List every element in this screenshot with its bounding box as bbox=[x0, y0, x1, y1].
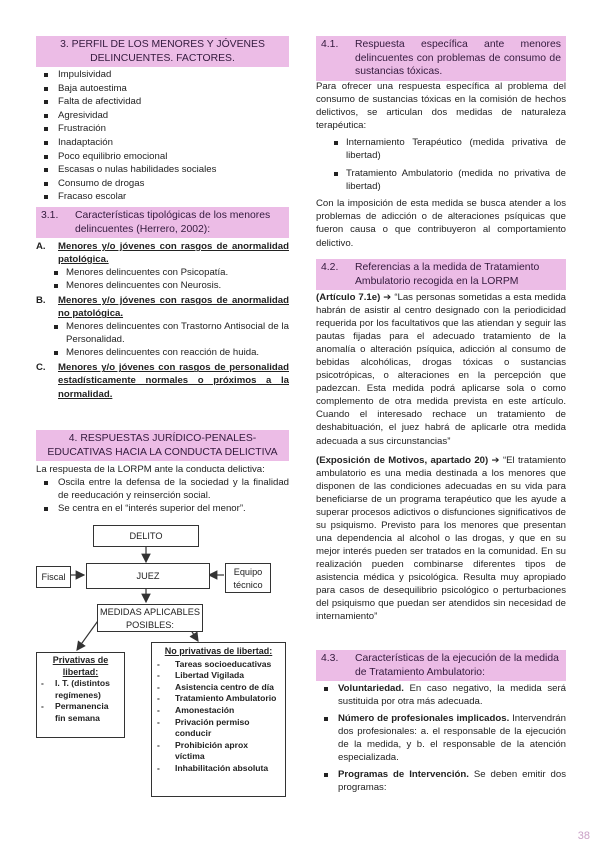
section-number: 4.3. bbox=[321, 653, 339, 664]
section-title: Referencias a la medida de Tratamiento Ambulatorio recogida en la LORPM bbox=[355, 262, 540, 287]
section-4-1-heading bbox=[316, 36, 566, 81]
delito-box: DELITO bbox=[93, 525, 199, 547]
list-item: Menores delincuentes con reacción de huida. bbox=[36, 346, 289, 359]
list-item: Escasas o nulas habilidades sociales bbox=[36, 163, 289, 177]
list-item: Oscila entre la defensa de la sociedad y la finalidad de reeducación y reinserción social. bbox=[36, 476, 289, 502]
list-item: Frustración bbox=[36, 122, 289, 136]
list-item: Se centra en el “interés superior del menor”. bbox=[36, 502, 289, 515]
list-item: Internamiento Terapéutico (medida privativa de libertad) bbox=[316, 136, 566, 162]
arrow-icon: ➔ bbox=[383, 292, 392, 303]
paragraph: Para ofrecer una respuesta específica al problema del consumo de sustancias tóxicas en la comisión de hechos delictivos, se articulan dos medidas de naturaleza terapéutica: bbox=[316, 81, 566, 132]
list-item: - Inhabilitación absoluta bbox=[157, 762, 269, 773]
list-item: - Libertad Vigilada bbox=[157, 670, 245, 681]
list-item: Tratamiento Ambulatorio (medida no privativa de libertad) bbox=[316, 167, 566, 193]
section-4-heading: 4. RESPUESTAS JURÍDICO-PENALES-EDUCATIVAS HACIA LA CONDUCTA DELICTIVA bbox=[36, 430, 289, 461]
medidas-box: MEDIDAS APLICABLES POSIBLES: bbox=[97, 604, 203, 632]
fiscal-box: Fiscal bbox=[36, 566, 71, 588]
section-number: 4.2. bbox=[321, 262, 339, 273]
section-number: 4.1. bbox=[321, 39, 339, 50]
list-item: Programas de Intervención. Se deben emitir dos programas: bbox=[316, 768, 566, 794]
list-item: Agresividad bbox=[36, 109, 289, 123]
list-item: Voluntariedad. En caso negativo, la medida será sustituida por otra más adecuada. bbox=[316, 682, 566, 708]
section-title: Características de la ejecución de la medida de Tratamiento Ambulatorio: bbox=[355, 653, 559, 678]
list-item: Falta de afectividad bbox=[36, 95, 289, 109]
no-privativas-box bbox=[151, 642, 286, 797]
list-item: - Tareas socioeducativas bbox=[157, 658, 272, 669]
list-item: Consumo de drogas bbox=[36, 177, 289, 191]
list-item: Fracaso escolar bbox=[36, 190, 289, 204]
arrow-icon: ➔ bbox=[491, 454, 500, 466]
equipo-tecnico-box: Equipo técnico bbox=[225, 563, 271, 593]
list-item: - Privación permiso conducir bbox=[157, 716, 250, 739]
list-item: Inadaptación bbox=[36, 136, 289, 150]
section-4-1-list bbox=[316, 136, 566, 193]
list-item: - Prohibición aprox víctima bbox=[157, 739, 249, 762]
no-privativas-title: No privativas de libertad: bbox=[164, 646, 273, 656]
exposicion-label: (Exposición de Motivos, apartado 20) bbox=[316, 454, 489, 466]
page-number: 38 bbox=[577, 830, 590, 843]
section-4-2-heading bbox=[316, 259, 566, 290]
section-3-heading: 3. PERFIL DE LOS MENORES Y JÓVENES DELINCUENTES. FACTORES. bbox=[36, 36, 289, 67]
type-c: C. Menores y/o jóvenes con rasgos de personalidad estadísticamente normales o próximos a la normalidad. bbox=[36, 362, 289, 400]
list-item: - Tratamiento Ambulatorio bbox=[157, 693, 277, 704]
section-title: Respuesta específica ante menores delincuentes con problemas de consumo de sustancias tóxicas. bbox=[355, 39, 561, 78]
section-title: Características tipológicas de los menores delincuentes (Herrero, 2002): bbox=[75, 210, 271, 235]
section-4-2-body bbox=[316, 291, 566, 623]
privativas-box bbox=[36, 652, 125, 738]
list-item: - I. T. (distintos regímenes) bbox=[41, 678, 110, 700]
juez-box: JUEZ bbox=[86, 563, 210, 589]
list-item: Poco equilibrio emocional bbox=[36, 150, 289, 164]
type-a: A. Menores y/o jóvenes con rasgos de anormalidad patológica. bbox=[36, 241, 289, 266]
list-item: - Asistencia centro de día bbox=[157, 681, 274, 692]
list-item: Impulsividad bbox=[36, 68, 289, 82]
section-4-1-body bbox=[316, 80, 566, 250]
list-item: Baja autoestima bbox=[36, 82, 289, 96]
paragraph: Con la imposición de esta medida se busca atender a los problemas de adicción o de alteraciones psíquicas que fueron causa o que contribuyeron al comportamiento delictivo. bbox=[316, 198, 566, 249]
list-item: Menores delincuentes con Neurosis. bbox=[36, 279, 289, 292]
list-item: - Permanencia fin semana bbox=[41, 701, 109, 723]
list-item: Menores delincuentes con Psicopatía. bbox=[36, 266, 289, 279]
exposicion-quote: (Exposición de Motivos, apartado 20) ➔ “El tratamiento ambulatorio es una media destinada a los menores que disponen de las condiciones adecuadas en su vida para beneficiarse de un programa terapéutico que les ayude a superar procesos adictivos o disfunciones significativos de su psiquismo. Previsto para los menores que presentan una dependencia al alcohol o las drogas, y que en su mejor interés pueden ser tratados en la comunidad. En su realización pueden combinarse diferentes tipos de asistencia médica y psicológica. Resulta muy apropiado para casos de desequilibrio psicológico o perturbaciones del psiquismo que puedan ser atendidos sin necesidad de internamiento” bbox=[316, 454, 566, 623]
article-quote: (Artículo 7.1e) ➔ “Las personas sometidas a esta medida habrán de asistir al centro designado con la periodicidad requerida por los facultativos que las atiendan y seguir las pautas fijadas para el adecuado tratamiento de la anomalía o alteración psíquica, adicción al consumo de bebidas alcohólicas, drogas tóxicas o sustancias psicotrópicas, o alteraciones en la percepción que padezcan. Esta medida podrá aplicarse sola o como complemento de otra medida prevista en este artículo. Cuando el interesado rechace un tratamiento de deshabituación, el juez habrá de aplicarle otra medida adecuada a sus circunstancias” bbox=[316, 292, 566, 447]
list-item: Menores delincuentes con Trastorno Antisocial de la Personalidad. bbox=[36, 320, 289, 346]
section-4-intro: La respuesta de la LORPM ante la conducta delictiva: bbox=[36, 464, 265, 475]
section-4-3-list bbox=[316, 682, 566, 794]
type-b: B. Menores y/o jóvenes con rasgos de anormalidad no patológica. bbox=[36, 295, 289, 320]
list-item: - Amonestación bbox=[157, 704, 235, 715]
section-4-3-heading bbox=[316, 650, 566, 681]
section-number: 3.1. bbox=[41, 210, 59, 221]
list-item: Número de profesionales implicados. Intervendrán dos profesionales: a. el responsable de la ejecución de la medida, y b. el responsable de la atención especializada. bbox=[316, 712, 566, 764]
privativas-title: Privativas de libertad: bbox=[52, 655, 109, 677]
article-label: (Artículo 7.1e) bbox=[316, 292, 381, 303]
